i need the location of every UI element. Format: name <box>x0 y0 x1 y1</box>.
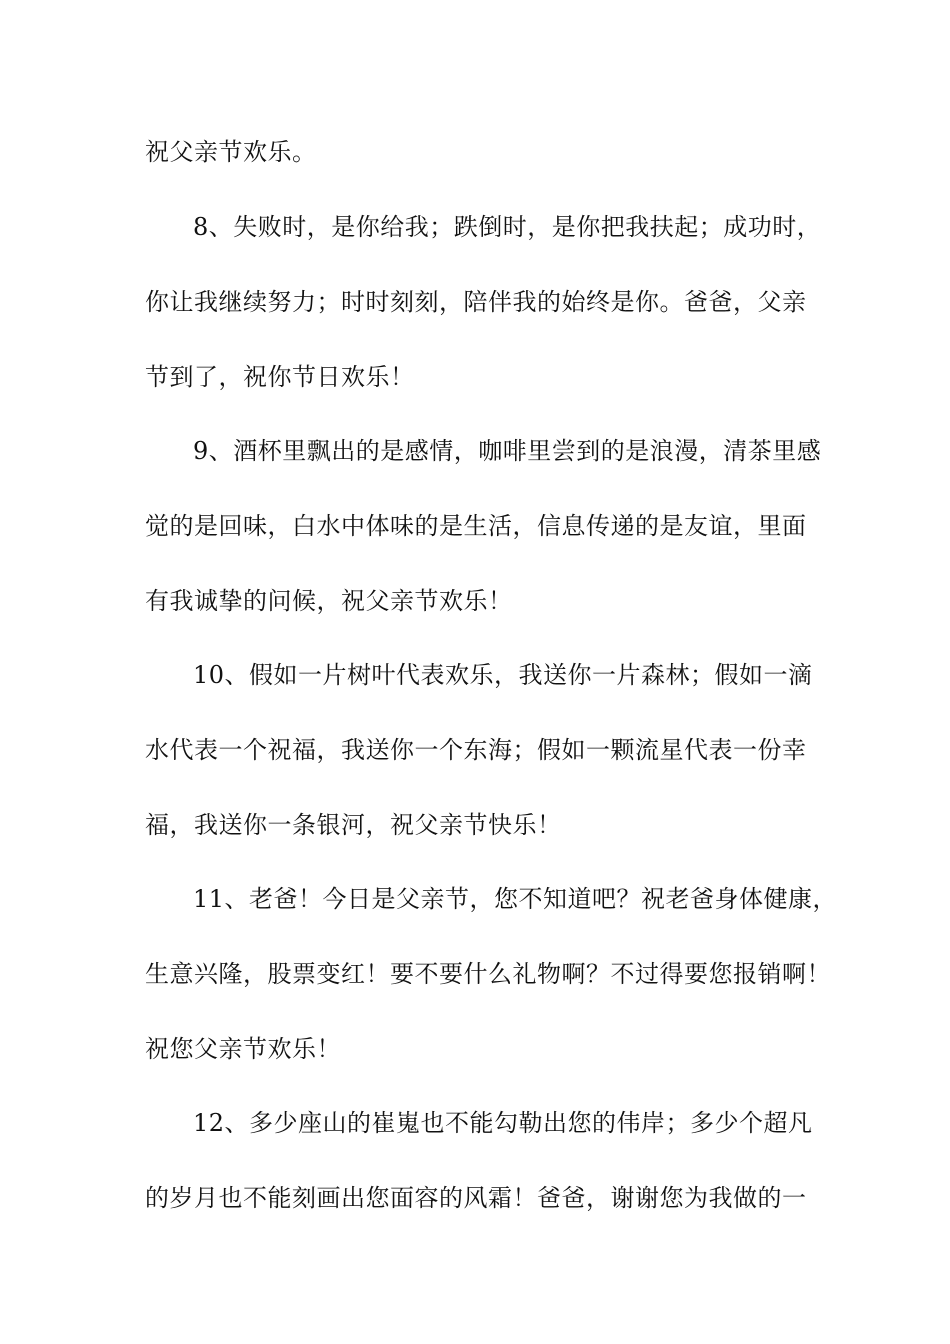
paragraph-start-line: 9、酒杯里飘出的是感情，咖啡里尝到的是浪漫，清茶里感 <box>193 437 822 465</box>
text-line: 节到了，祝你节日欢乐！ <box>145 363 415 391</box>
paragraph-start-line: 8、失败时，是你给我；跌倒时，是你把我扶起；成功时， <box>193 213 822 241</box>
paragraph-start-line: 11、老爸！今日是父亲节，您不知道吧？祝老爸身体健康， <box>193 885 838 913</box>
text-line: 祝父亲节欢乐。 <box>145 138 317 166</box>
paragraph-start-line: 12、多少座山的崔嵬也不能勾勒出您的伟岸；多少个超凡 <box>193 1109 813 1137</box>
paragraph-start-line: 10、假如一片树叶代表欢乐，我送你一片森林；假如一滴 <box>193 661 813 689</box>
text-line: 生意兴隆，股票变红！要不要什么礼物啊？不过得要您报销啊！ <box>145 960 831 988</box>
text-line: 福，我送你一条银河，祝父亲节快乐！ <box>145 811 562 839</box>
text-line: 的岁月也不能刻画出您面容的风霜！爸爸，谢谢您为我做的一 <box>145 1184 807 1212</box>
text-line: 有我诚挚的问候，祝父亲节欢乐！ <box>145 587 513 615</box>
text-line: 你让我继续努力；时时刻刻，陪伴我的始终是你。爸爸，父亲 <box>145 288 807 316</box>
text-line: 水代表一个祝福，我送你一个东海；假如一颗流星代表一份幸 <box>145 736 807 764</box>
text-line: 祝您父亲节欢乐！ <box>145 1035 341 1063</box>
text-line: 觉的是回味，白水中体味的是生活，信息传递的是友谊，里面 <box>145 512 807 540</box>
